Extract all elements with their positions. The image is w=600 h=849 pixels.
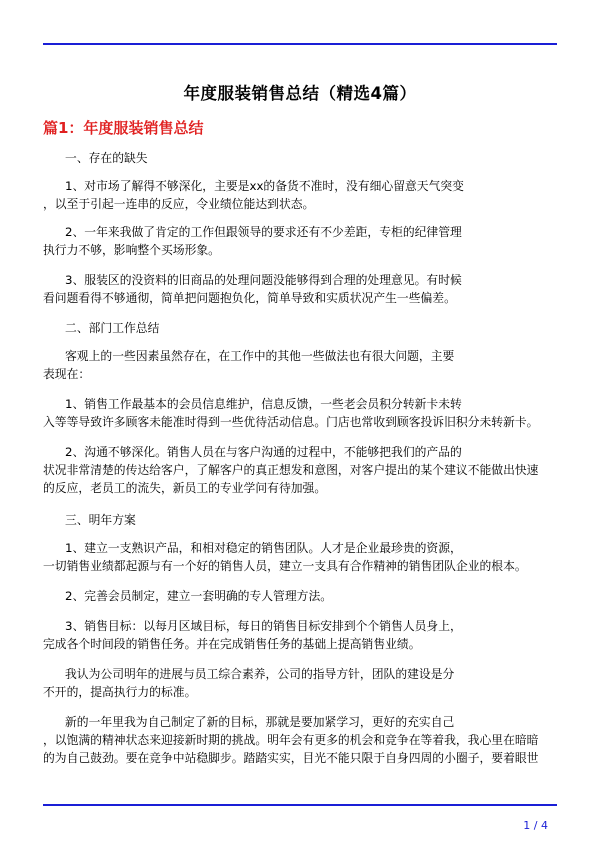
text-line: 表现在： (43, 367, 91, 381)
text-line: 2、沟通不够深化。销售人员在与客户沟通的过程中，不能够把我们的产品的 (65, 445, 462, 459)
section-heading: 篇1：年度服装销售总结 (43, 119, 204, 137)
heading-line: 二、部门工作总结 (65, 321, 160, 335)
page-number: 1 / 4 (523, 819, 548, 832)
text-line: 1、建立一支熟识产品，和相对稳定的销售团队。人才是企业最珍贵的资源， (65, 541, 462, 555)
text-line: 2、一年来我做了肯定的工作但跟领导的要求还有不少差距，专柜的纪律管理 (65, 225, 462, 239)
text-line: 一切销售业绩都起源与有一个好的销售人员，建立一支具有合作精神的销售团队企业的根本。 (43, 559, 527, 573)
text-line: 状况非常清楚的传达给客户，了解客户的真正想发和意图，对客户提出的某个建议不能做出快速 (43, 463, 539, 477)
text-line: 完成各个时间段的销售任务。并在完成销售任务的基础上提高销售业绩。 (43, 637, 421, 651)
text-line: 1、销售工作最基本的会员信息维护，信息反馈，一些老会员积分转新卡未转 (65, 397, 462, 411)
text-line: 看问题看得不够通彻，简单把问题抱负化，简单导致和实质状况产生一些偏差。 (43, 291, 456, 305)
top-rule (43, 43, 557, 45)
text-line: 3、销售目标：以每月区域目标，每日的销售目标安排到个个销售人员身上， (65, 619, 462, 633)
heading-line: 一、存在的缺失 (65, 151, 148, 165)
text-line: 入等等导致许多顾客未能准时得到一些优待活动信息。门店也常收到顾客投诉旧积分未转新卡。 (43, 415, 539, 429)
heading-line: 三、明年方案 (65, 513, 136, 527)
text-line: 不开的，提高执行力的标准。 (43, 685, 197, 699)
text-line: 的为自己鼓劲。要在竞争中站稳脚步。踏踏实实，目光不能只限于自身四周的小圈子，要着眼世 (43, 751, 539, 765)
text-line: 1、对市场了解得不够深化，主要是xx的备货不准时，没有细心留意天气突变 (65, 179, 464, 193)
text-line: 执行力不够，影响整个买场形象。 (43, 243, 220, 257)
text-line: 客观上的一些因素虽然存在，在工作中的其他一些做法也有很大问题，主要 (65, 349, 455, 363)
text-line: 2、完善会员制定，建立一套明确的专人管理方法。 (65, 589, 333, 603)
text-line: 我认为公司明年的进展与员工综合素养，公司的指导方针，团队的建设是分 (65, 667, 455, 681)
text-line: ，以饱满的精神状态来迎接新时期的挑战。明年会有更多的机会和竞争在等着我，我心里在暗暗 (43, 733, 539, 747)
document-title: 年度服装销售总结（精选4篇） (183, 84, 417, 103)
bottom-rule (43, 804, 557, 806)
text-line: 的反应，老员工的流失，新员工的专业学问有待加强。 (43, 481, 327, 495)
text-line: ，以至于引起一连串的反应，令业绩位能达到状态。 (43, 197, 315, 211)
text-line: 3、服装区的没资料的旧商品的处理问题没能够得到合理的处理意见。有时候 (65, 273, 462, 287)
text-line: 新的一年里我为自己制定了新的目标，那就是要加紧学习，更好的充实自己 (65, 715, 455, 729)
